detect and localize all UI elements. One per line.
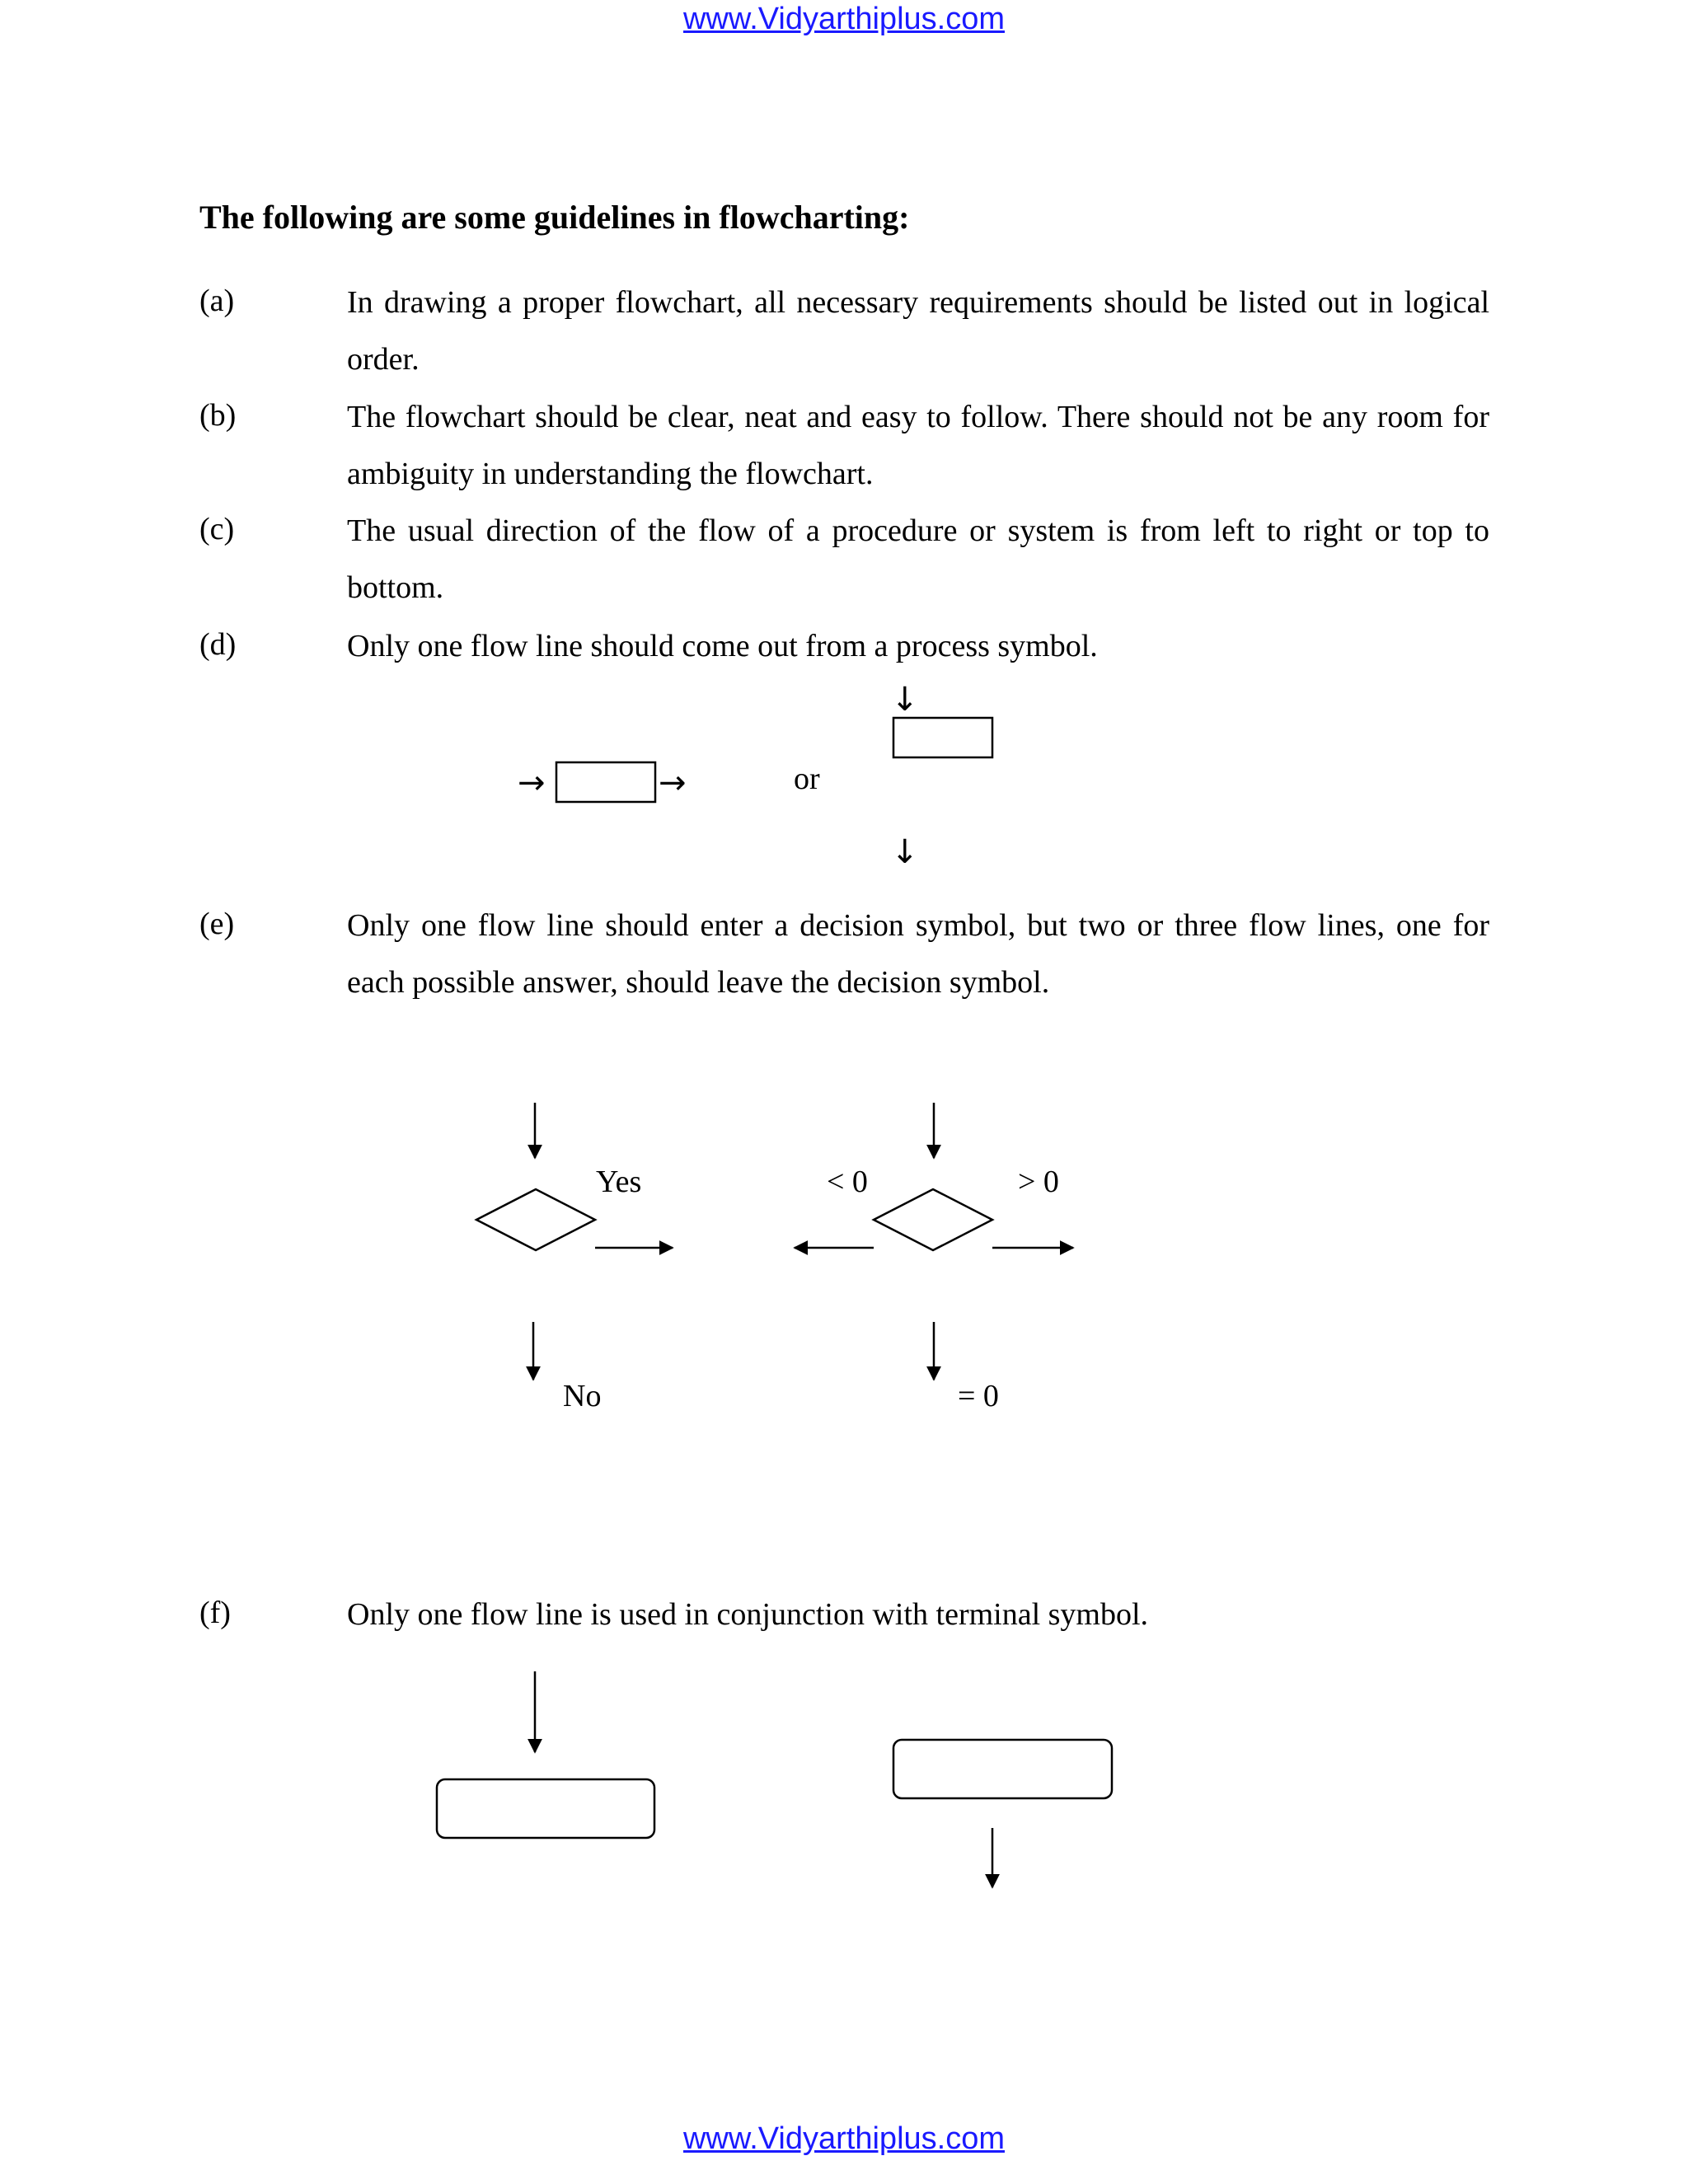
guideline-b-label: (b)	[199, 398, 237, 433]
guideline-e-text: Only one flow line should enter a decision symbol, but two or three flow lines, one for each possible answer, should leave the decision symbol.	[347, 908, 1489, 1000]
arrow-into-process-glyph: →	[518, 764, 546, 802]
guideline-a-text: In drawing a proper flowchart, all necessary requirements should be listed out in logical order.	[347, 285, 1489, 377]
terminal-symbol-1	[437, 1779, 654, 1838]
guideline-b-text: The flowchart should be clear, neat and easy to follow. There should not be any room for ambiguity in understanding the flowchart.	[347, 400, 1489, 491]
header-link[interactable]: www.Vidyarthiplus.com	[682, 2, 1005, 36]
guideline-c-label: (c)	[199, 512, 235, 546]
guideline-d-label: (d)	[199, 627, 237, 662]
guideline-d-text: Only one flow line should come out from a process symbol.	[347, 629, 1098, 663]
arrow-down-out-of-process-glyph: ↓	[891, 833, 919, 871]
or-label: or	[794, 762, 820, 796]
equals-zero-label: = 0	[958, 1379, 999, 1413]
terminal-symbol-2	[893, 1740, 1112, 1798]
guideline-f-label: (f)	[199, 1596, 231, 1630]
arrow-down-into-process-glyph: ↓	[891, 681, 919, 719]
guideline-f-text: Only one flow line is used in conjunction with terminal symbol.	[347, 1597, 1149, 1632]
less-than-zero-label: < 0	[827, 1165, 868, 1199]
no-label: No	[563, 1379, 602, 1413]
arrow-out-of-process-glyph: →	[659, 764, 687, 802]
guideline-a-label: (a)	[199, 284, 235, 318]
page-heading: The following are some guidelines in flowcharting:	[199, 199, 910, 236]
yes-label: Yes	[596, 1165, 642, 1199]
guideline-e-label: (e)	[199, 907, 235, 941]
greater-than-zero-label: > 0	[1018, 1165, 1059, 1199]
guideline-c-text: The usual direction of the flow of a procedure or system is from left to right or top to bottom.	[347, 513, 1489, 605]
footer-link[interactable]: www.Vidyarthiplus.com	[682, 2121, 1005, 2156]
